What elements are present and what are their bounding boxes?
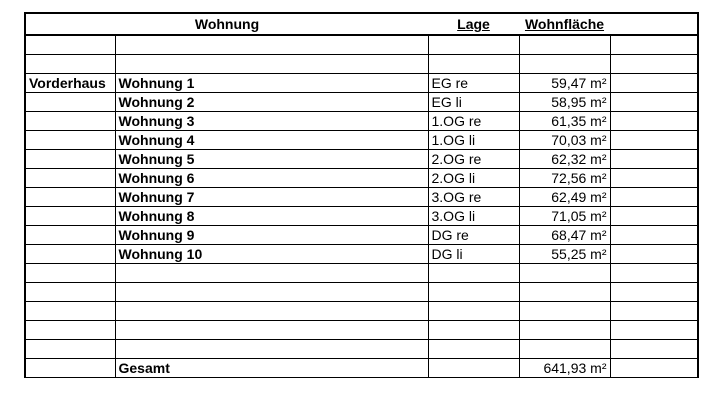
table-row bbox=[25, 245, 698, 264]
table-row bbox=[25, 150, 698, 169]
cell-haus bbox=[25, 188, 115, 207]
cell-flaeche: 70,03 m² bbox=[519, 131, 610, 150]
cell-empty bbox=[610, 207, 698, 226]
empty-row bbox=[25, 302, 698, 321]
cell-flaeche: 68,47 m² bbox=[519, 226, 610, 245]
cell-haus bbox=[25, 169, 115, 188]
header-row bbox=[25, 13, 698, 35]
cell-haus bbox=[25, 150, 115, 169]
cell-lage bbox=[428, 359, 519, 378]
empty-row bbox=[25, 321, 698, 340]
apartment-area-table bbox=[24, 12, 697, 378]
cell-haus bbox=[25, 359, 115, 378]
cell-empty bbox=[610, 35, 698, 55]
cell-haus bbox=[25, 55, 115, 74]
cell-lage: EG li bbox=[428, 93, 519, 112]
cell-empty bbox=[610, 226, 698, 245]
cell-lage bbox=[428, 340, 519, 359]
cell-flaeche bbox=[519, 321, 610, 340]
table-row bbox=[25, 188, 698, 207]
cell-lage: 1.OG li bbox=[428, 131, 519, 150]
header-empty bbox=[610, 13, 698, 35]
cell-lage: 2.OG li bbox=[428, 169, 519, 188]
table-row bbox=[25, 74, 698, 93]
cell-lage: 3.OG re bbox=[428, 188, 519, 207]
total-row bbox=[25, 359, 698, 378]
cell-empty bbox=[610, 131, 698, 150]
empty-row bbox=[25, 340, 698, 359]
cell-empty bbox=[610, 245, 698, 264]
empty-row bbox=[25, 283, 698, 302]
cell-name bbox=[115, 321, 428, 340]
cell-haus bbox=[25, 340, 115, 359]
cell-flaeche: 58,95 m² bbox=[519, 93, 610, 112]
cell-name: Wohnung 9 bbox=[115, 226, 428, 245]
cell-name: Wohnung 4 bbox=[115, 131, 428, 150]
cell-empty bbox=[610, 283, 698, 302]
header-wohnung: Wohnung bbox=[25, 13, 428, 35]
cell-haus bbox=[25, 93, 115, 112]
empty-row bbox=[25, 35, 698, 55]
cell-empty bbox=[610, 302, 698, 321]
cell-name: Wohnung 1 bbox=[115, 74, 428, 93]
cell-empty bbox=[610, 188, 698, 207]
cell-flaeche: 61,35 m² bbox=[519, 112, 610, 131]
total-flaeche: 641,93 m² bbox=[519, 359, 610, 378]
cell-lage bbox=[428, 264, 519, 283]
table-row bbox=[25, 226, 698, 245]
cell-haus bbox=[25, 131, 115, 150]
cell-lage: 3.OG li bbox=[428, 207, 519, 226]
cell-empty bbox=[610, 321, 698, 340]
cell-flaeche: 62,32 m² bbox=[519, 150, 610, 169]
cell-empty bbox=[610, 74, 698, 93]
cell-empty bbox=[610, 264, 698, 283]
cell-name: Wohnung 10 bbox=[115, 245, 428, 264]
cell-flaeche: 62,49 m² bbox=[519, 188, 610, 207]
cell-flaeche: 59,47 m² bbox=[519, 74, 610, 93]
cell-lage: 2.OG re bbox=[428, 150, 519, 169]
cell-haus bbox=[25, 35, 115, 55]
cell-empty bbox=[610, 169, 698, 188]
cell-flaeche bbox=[519, 340, 610, 359]
cell-flaeche bbox=[519, 264, 610, 283]
cell-name: Wohnung 3 bbox=[115, 112, 428, 131]
cell-name: Wohnung 2 bbox=[115, 93, 428, 112]
cell-haus: Vorderhaus bbox=[25, 74, 115, 93]
cell-lage: EG re bbox=[428, 74, 519, 93]
cell-name bbox=[115, 264, 428, 283]
cell-name: Wohnung 7 bbox=[115, 188, 428, 207]
spreadsheet-grid bbox=[24, 12, 699, 378]
cell-lage bbox=[428, 321, 519, 340]
cell-haus bbox=[25, 302, 115, 321]
cell-lage: DG re bbox=[428, 226, 519, 245]
table-row bbox=[25, 93, 698, 112]
total-label: Gesamt bbox=[115, 359, 428, 378]
cell-flaeche bbox=[519, 35, 610, 55]
cell-empty bbox=[610, 112, 698, 131]
cell-haus bbox=[25, 112, 115, 131]
cell-name bbox=[115, 55, 428, 74]
cell-name bbox=[115, 283, 428, 302]
cell-name: Wohnung 8 bbox=[115, 207, 428, 226]
table-row bbox=[25, 207, 698, 226]
cell-haus bbox=[25, 321, 115, 340]
cell-haus bbox=[25, 245, 115, 264]
cell-haus bbox=[25, 283, 115, 302]
cell-haus bbox=[25, 264, 115, 283]
cell-flaeche bbox=[519, 55, 610, 74]
cell-lage bbox=[428, 283, 519, 302]
cell-name: Wohnung 5 bbox=[115, 150, 428, 169]
cell-flaeche bbox=[519, 302, 610, 321]
cell-lage bbox=[428, 55, 519, 74]
cell-lage bbox=[428, 35, 519, 55]
cell-empty bbox=[610, 55, 698, 74]
cell-haus bbox=[25, 207, 115, 226]
table-row bbox=[25, 112, 698, 131]
cell-empty bbox=[610, 93, 698, 112]
cell-flaeche: 55,25 m² bbox=[519, 245, 610, 264]
cell-flaeche bbox=[519, 283, 610, 302]
cell-haus bbox=[25, 226, 115, 245]
cell-lage: DG li bbox=[428, 245, 519, 264]
empty-row bbox=[25, 55, 698, 74]
cell-name bbox=[115, 35, 428, 55]
cell-name bbox=[115, 302, 428, 321]
cell-name bbox=[115, 340, 428, 359]
cell-empty bbox=[610, 150, 698, 169]
table-row bbox=[25, 131, 698, 150]
cell-name: Wohnung 6 bbox=[115, 169, 428, 188]
cell-empty bbox=[610, 359, 698, 378]
cell-empty bbox=[610, 340, 698, 359]
table-row bbox=[25, 169, 698, 188]
cell-lage: 1.OG re bbox=[428, 112, 519, 131]
empty-row bbox=[25, 264, 698, 283]
cell-flaeche: 72,56 m² bbox=[519, 169, 610, 188]
header-lage: Lage bbox=[428, 13, 519, 35]
cell-flaeche: 71,05 m² bbox=[519, 207, 610, 226]
header-wohnflaeche: Wohnfläche bbox=[519, 13, 610, 35]
cell-lage bbox=[428, 302, 519, 321]
